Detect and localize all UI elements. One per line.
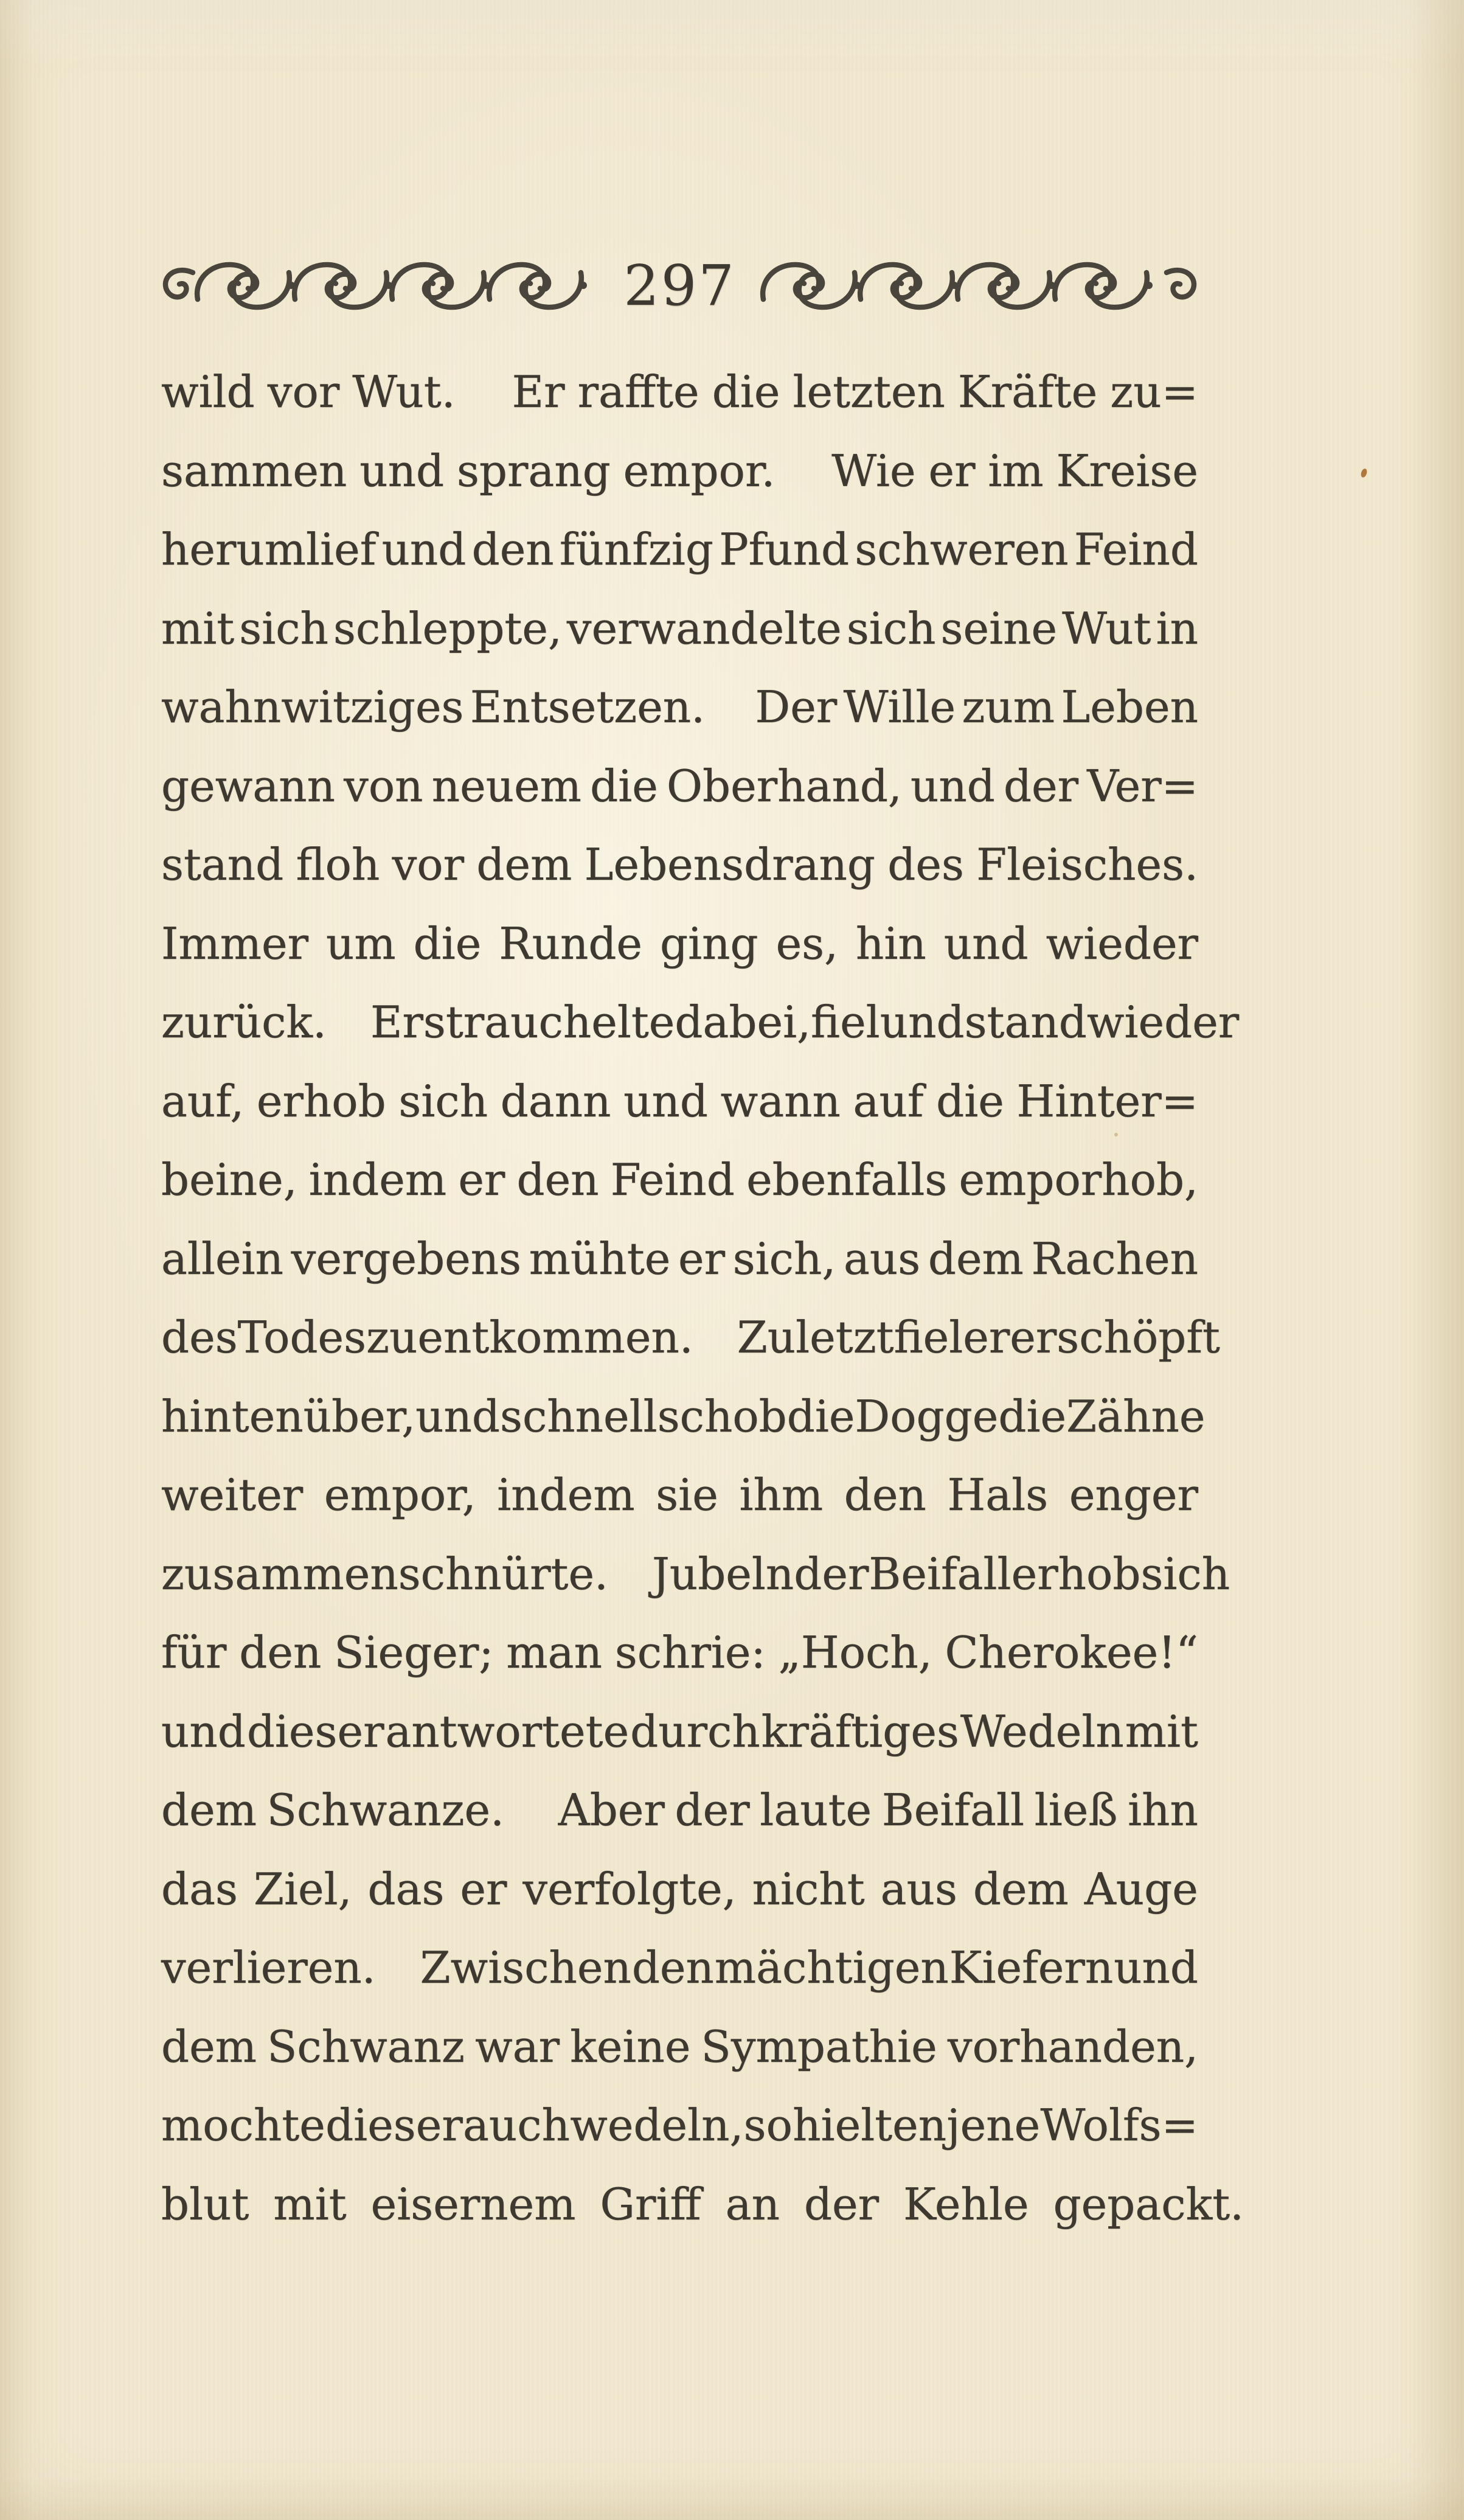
- text-line: [161, 1771, 1198, 1850]
- text-line: [161, 353, 1198, 432]
- word: Aber: [558, 1784, 665, 1836]
- word: hin: [856, 917, 926, 969]
- word: von: [344, 760, 423, 812]
- word: schweren: [855, 524, 1069, 575]
- word: er: [460, 1863, 507, 1915]
- word: auf: [853, 1075, 924, 1127]
- text-line: [161, 668, 1198, 747]
- word: weiter: [161, 1469, 304, 1520]
- word: fünfzig: [559, 524, 713, 575]
- word: der: [803, 2178, 879, 2230]
- word: den: [844, 1469, 926, 1520]
- word: den: [239, 1627, 322, 1678]
- word: den: [471, 524, 554, 575]
- word: erhob: [1011, 1548, 1141, 1599]
- word: dieser: [246, 1705, 384, 1757]
- paper-speck: [1360, 468, 1368, 478]
- word: verfolgte,: [522, 1863, 737, 1915]
- word: sie: [656, 1469, 718, 1520]
- text-line: [161, 590, 1198, 669]
- word: kräftiges: [761, 1705, 959, 1757]
- text-line: [161, 905, 1198, 984]
- word: mit: [161, 602, 235, 654]
- word: Kreise: [1056, 445, 1198, 496]
- word: sich: [1140, 1548, 1230, 1599]
- word: „Hoch,: [778, 1627, 932, 1678]
- word: Fleisches.: [976, 839, 1198, 890]
- word: wieder: [1086, 997, 1240, 1048]
- word: empor.: [623, 445, 819, 496]
- word: Wut.: [352, 366, 499, 417]
- word: und: [161, 1705, 246, 1757]
- word: man: [506, 1627, 602, 1678]
- word: die: [590, 760, 658, 812]
- word: hintenüber,: [161, 1390, 416, 1442]
- word: laute: [760, 1784, 872, 1836]
- word: im: [988, 445, 1044, 496]
- word: vor: [267, 366, 340, 417]
- word: sprang: [456, 445, 611, 496]
- word: Kräfte: [957, 366, 1098, 417]
- word: die: [998, 1390, 1067, 1442]
- word: der: [1003, 760, 1079, 812]
- word: Er: [512, 366, 565, 417]
- word: zu=: [1110, 366, 1198, 417]
- word: und: [1114, 1942, 1198, 1993]
- word: Feind: [1074, 524, 1198, 575]
- word: Wut: [1062, 602, 1151, 654]
- word: schnell: [500, 1390, 657, 1442]
- word: Auge: [1084, 1863, 1198, 1915]
- word: Zähne: [1066, 1390, 1206, 1442]
- text-line: [161, 1141, 1198, 1220]
- word: ihm: [739, 1469, 824, 1520]
- word: keine: [570, 2021, 691, 2072]
- word: Hinter=: [1016, 1075, 1198, 1127]
- word: des: [887, 839, 964, 890]
- word: aus: [880, 1863, 957, 1915]
- word: und: [381, 524, 467, 575]
- word: sammen: [161, 445, 347, 496]
- word: er: [928, 445, 976, 496]
- word: erschöpft: [1010, 1312, 1220, 1363]
- text-line: [161, 1535, 1230, 1614]
- word: empor,: [324, 1469, 476, 1520]
- word: Er: [370, 997, 423, 1048]
- word: nicht: [752, 1863, 865, 1915]
- word: war: [475, 2021, 560, 2072]
- word: Zuletzt: [737, 1312, 894, 1363]
- word: Entsetzen.: [470, 681, 749, 733]
- word: und: [415, 1390, 500, 1442]
- text-line: [161, 1693, 1198, 1772]
- text-line: [161, 510, 1198, 590]
- word: Sieger;: [334, 1627, 494, 1678]
- word: Beifall: [869, 1548, 1011, 1599]
- text-line: [161, 1062, 1198, 1141]
- word: Beifall: [881, 1784, 1025, 1836]
- word: ging: [660, 917, 758, 969]
- word: mochte: [161, 2100, 325, 2151]
- word: Jubelnder: [651, 1548, 869, 1599]
- word: beine,: [161, 1154, 297, 1205]
- word: raffte: [577, 366, 699, 417]
- body-text: [161, 353, 1244, 2244]
- word: indem: [308, 1154, 447, 1205]
- text-line: [161, 2086, 1198, 2165]
- word: strauchelte: [423, 997, 675, 1048]
- word: emporhob,: [959, 1154, 1198, 1205]
- word: und: [359, 445, 445, 496]
- word: dem: [161, 1784, 257, 1836]
- word: in: [1156, 602, 1198, 654]
- word: allein: [161, 1233, 283, 1284]
- word: vergebens: [291, 1233, 522, 1284]
- word: Schwanze.: [266, 1784, 549, 1836]
- word: sich: [239, 602, 328, 654]
- word: stand: [964, 997, 1087, 1048]
- word: mit: [273, 2178, 347, 2230]
- word: dem: [973, 1863, 1069, 1915]
- word: der: [675, 1784, 750, 1836]
- word: sich,: [732, 1233, 836, 1284]
- word: Griff: [600, 2178, 701, 2230]
- word: auch: [463, 2100, 570, 2151]
- word: er: [963, 1312, 1010, 1363]
- word: enger: [1069, 1469, 1198, 1520]
- word: es,: [775, 917, 839, 969]
- word: indem: [497, 1469, 635, 1520]
- word: wedeln,: [570, 2100, 744, 2151]
- word: fiel: [811, 997, 880, 1048]
- word: dann: [500, 1075, 611, 1127]
- word: aus: [843, 1233, 921, 1284]
- word: Pfund: [719, 524, 850, 575]
- word: zurück.: [161, 997, 370, 1048]
- word: und: [879, 997, 965, 1048]
- word: an: [725, 2178, 780, 2230]
- word: für: [161, 1627, 227, 1678]
- word: ihn: [1128, 1784, 1198, 1836]
- word: Immer: [161, 917, 309, 969]
- word: antwortete: [385, 1705, 630, 1757]
- text-line: [161, 1377, 1206, 1457]
- text-line: [161, 983, 1240, 1062]
- word: mit: [1125, 1705, 1198, 1757]
- word: Lebensdrang: [584, 839, 875, 890]
- word: dem: [476, 839, 572, 890]
- word: Wolfs=: [1040, 2100, 1198, 2151]
- word: zu: [366, 1312, 418, 1363]
- word: ebenfalls: [746, 1154, 948, 1205]
- word: Feind: [610, 1154, 735, 1205]
- book-page: [161, 253, 1244, 2244]
- word: sich: [846, 602, 936, 654]
- word: erhob: [256, 1075, 386, 1127]
- word: er: [458, 1154, 505, 1205]
- word: eisernem: [370, 2178, 576, 2230]
- word: die: [936, 1075, 1004, 1127]
- word: Dogge: [855, 1390, 999, 1442]
- word: das: [367, 1863, 445, 1915]
- word: neuem: [431, 760, 581, 812]
- page-number: 297: [623, 253, 736, 318]
- page-header: [161, 254, 1198, 318]
- word: Zwischen: [420, 1942, 631, 1993]
- word: wahnwitziges: [161, 681, 464, 733]
- word: Der: [755, 681, 838, 733]
- text-line: [161, 1456, 1198, 1535]
- word: zum: [962, 681, 1055, 733]
- word: das: [161, 1863, 238, 1915]
- paper-fiber-speck: [1114, 1133, 1118, 1136]
- text-line: [161, 1220, 1198, 1299]
- text-line: [161, 1298, 1220, 1377]
- word: entkommen.: [417, 1312, 737, 1363]
- word: und: [943, 917, 1029, 969]
- text-line: [161, 2008, 1198, 2087]
- word: Wedeln: [960, 1705, 1124, 1757]
- word: herumlief: [161, 524, 376, 575]
- text-line: [161, 826, 1198, 905]
- word: schrie:: [614, 1627, 766, 1678]
- word: den: [516, 1154, 599, 1205]
- word: gewann: [161, 760, 335, 812]
- word: fiel: [893, 1312, 963, 1363]
- word: Runde: [499, 917, 643, 969]
- word: Schwanz: [267, 2021, 465, 2072]
- word: Ziel,: [253, 1863, 352, 1915]
- header-ornament-right-icon: [757, 257, 1198, 315]
- word: Kehle: [903, 2178, 1029, 2230]
- word: Oberhand,: [667, 760, 902, 812]
- text-line: [161, 747, 1198, 826]
- word: dieser: [325, 2100, 463, 2151]
- word: floh: [296, 839, 380, 890]
- word: schleppte,: [333, 602, 562, 654]
- word: zusammenschnürte.: [161, 1548, 652, 1599]
- word: Sympathie: [701, 2021, 937, 2072]
- word: verwandelte: [566, 602, 842, 654]
- word: verlieren.: [161, 1942, 420, 1993]
- word: schob: [657, 1390, 787, 1442]
- word: dem: [161, 2021, 257, 2072]
- word: Cherokee!“: [945, 1627, 1198, 1678]
- text-line: [161, 1850, 1198, 1929]
- word: stand: [161, 839, 284, 890]
- word: letzten: [793, 366, 945, 417]
- word: so: [743, 2100, 793, 2151]
- word: Todes: [237, 1312, 367, 1363]
- word: vorhanden,: [947, 2021, 1198, 2072]
- text-line: [161, 1613, 1198, 1693]
- word: vor: [392, 839, 465, 890]
- word: Kiefern: [949, 1942, 1114, 1993]
- word: durch: [630, 1705, 760, 1757]
- word: Wille: [843, 681, 956, 733]
- text-line: [161, 1929, 1198, 2008]
- word: und: [910, 760, 995, 812]
- word: und: [623, 1075, 708, 1127]
- word: den: [631, 1942, 714, 1993]
- word: die: [712, 366, 780, 417]
- word: dabei,: [675, 997, 811, 1048]
- word: mächtigen: [714, 1942, 949, 1993]
- word: Rachen: [1031, 1233, 1198, 1284]
- word: wild: [161, 366, 255, 417]
- word: Ver=: [1087, 760, 1198, 812]
- word: auf,: [161, 1075, 245, 1127]
- word: Wie: [831, 445, 916, 496]
- word: des: [161, 1312, 238, 1363]
- word: sich: [398, 1075, 488, 1127]
- word: wieder: [1046, 917, 1198, 969]
- header-ornament-left-icon: [161, 257, 602, 315]
- word: blut: [161, 2178, 249, 2230]
- word: mühte: [529, 1233, 671, 1284]
- word: dem: [928, 1233, 1024, 1284]
- word: wann: [720, 1075, 841, 1127]
- word: Leben: [1061, 681, 1198, 733]
- word: die: [786, 1390, 855, 1442]
- word: Hals: [947, 1469, 1049, 1520]
- word: ließ: [1034, 1784, 1118, 1836]
- word: seine: [940, 602, 1058, 654]
- text-line: [161, 432, 1198, 511]
- word: um: [326, 917, 396, 969]
- word: gepackt.: [1053, 2178, 1244, 2230]
- text-line: [161, 2165, 1244, 2244]
- word: die: [413, 917, 482, 969]
- word: hielten: [793, 2100, 947, 2151]
- word: jene: [946, 2100, 1041, 2151]
- word: er: [678, 1233, 726, 1284]
